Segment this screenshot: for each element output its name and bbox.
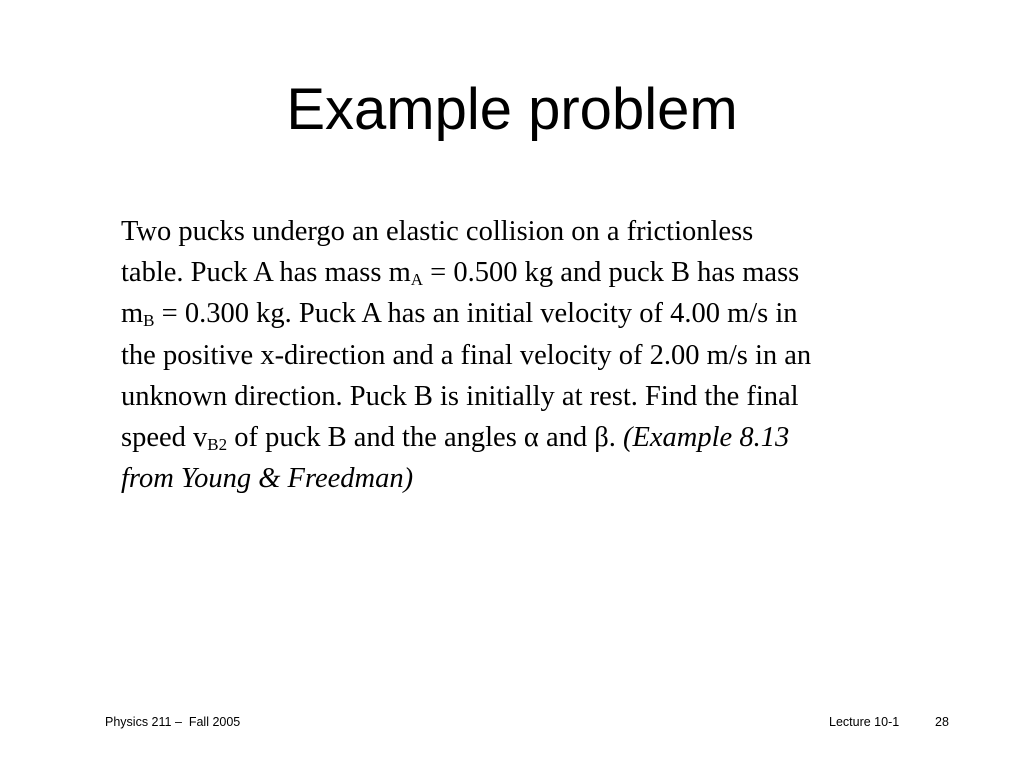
problem-text: table. Puck A has mass m	[121, 257, 411, 289]
problem-line-1	[121, 211, 961, 252]
problem-line-2	[121, 252, 961, 293]
problem-text: = 0.300 kg. Puck A has an initial velocity of 4.00 m/s in	[154, 298, 798, 330]
problem-line-3	[121, 293, 961, 334]
slide-title: Example problem	[286, 77, 738, 142]
subscript-b2: B2	[207, 434, 228, 454]
problem-text: the positive x-direction and a final velocity of 2.00 m/s in an	[121, 339, 812, 371]
problem-line-4	[121, 335, 961, 376]
problem-line-5	[121, 376, 961, 417]
footer-lecture: Lecture 10-1	[829, 715, 900, 729]
subscript-b: B	[143, 311, 155, 331]
problem-text: = 0.500 kg and puck B has mass	[423, 257, 800, 289]
problem-statement	[121, 211, 961, 499]
footer-page-number: 28	[935, 715, 949, 729]
problem-text: unknown direction. Puck B is initially at rest. Find the final	[121, 380, 799, 412]
problem-text: Two pucks undergo an elastic collision on a frictionless	[121, 216, 754, 247]
citation-text: (Example 8.13	[623, 421, 790, 453]
footer-course: Physics 211 – Fall 2005	[105, 715, 241, 729]
problem-text: of puck B and the angles α and β.	[227, 421, 623, 453]
problem-text: m	[121, 298, 144, 330]
problem-line-7	[121, 458, 961, 499]
problem-text: speed v	[121, 421, 208, 453]
citation-text: from Young & Freedman)	[121, 463, 414, 495]
subscript-a: A	[410, 270, 424, 290]
problem-line-6	[121, 417, 961, 458]
